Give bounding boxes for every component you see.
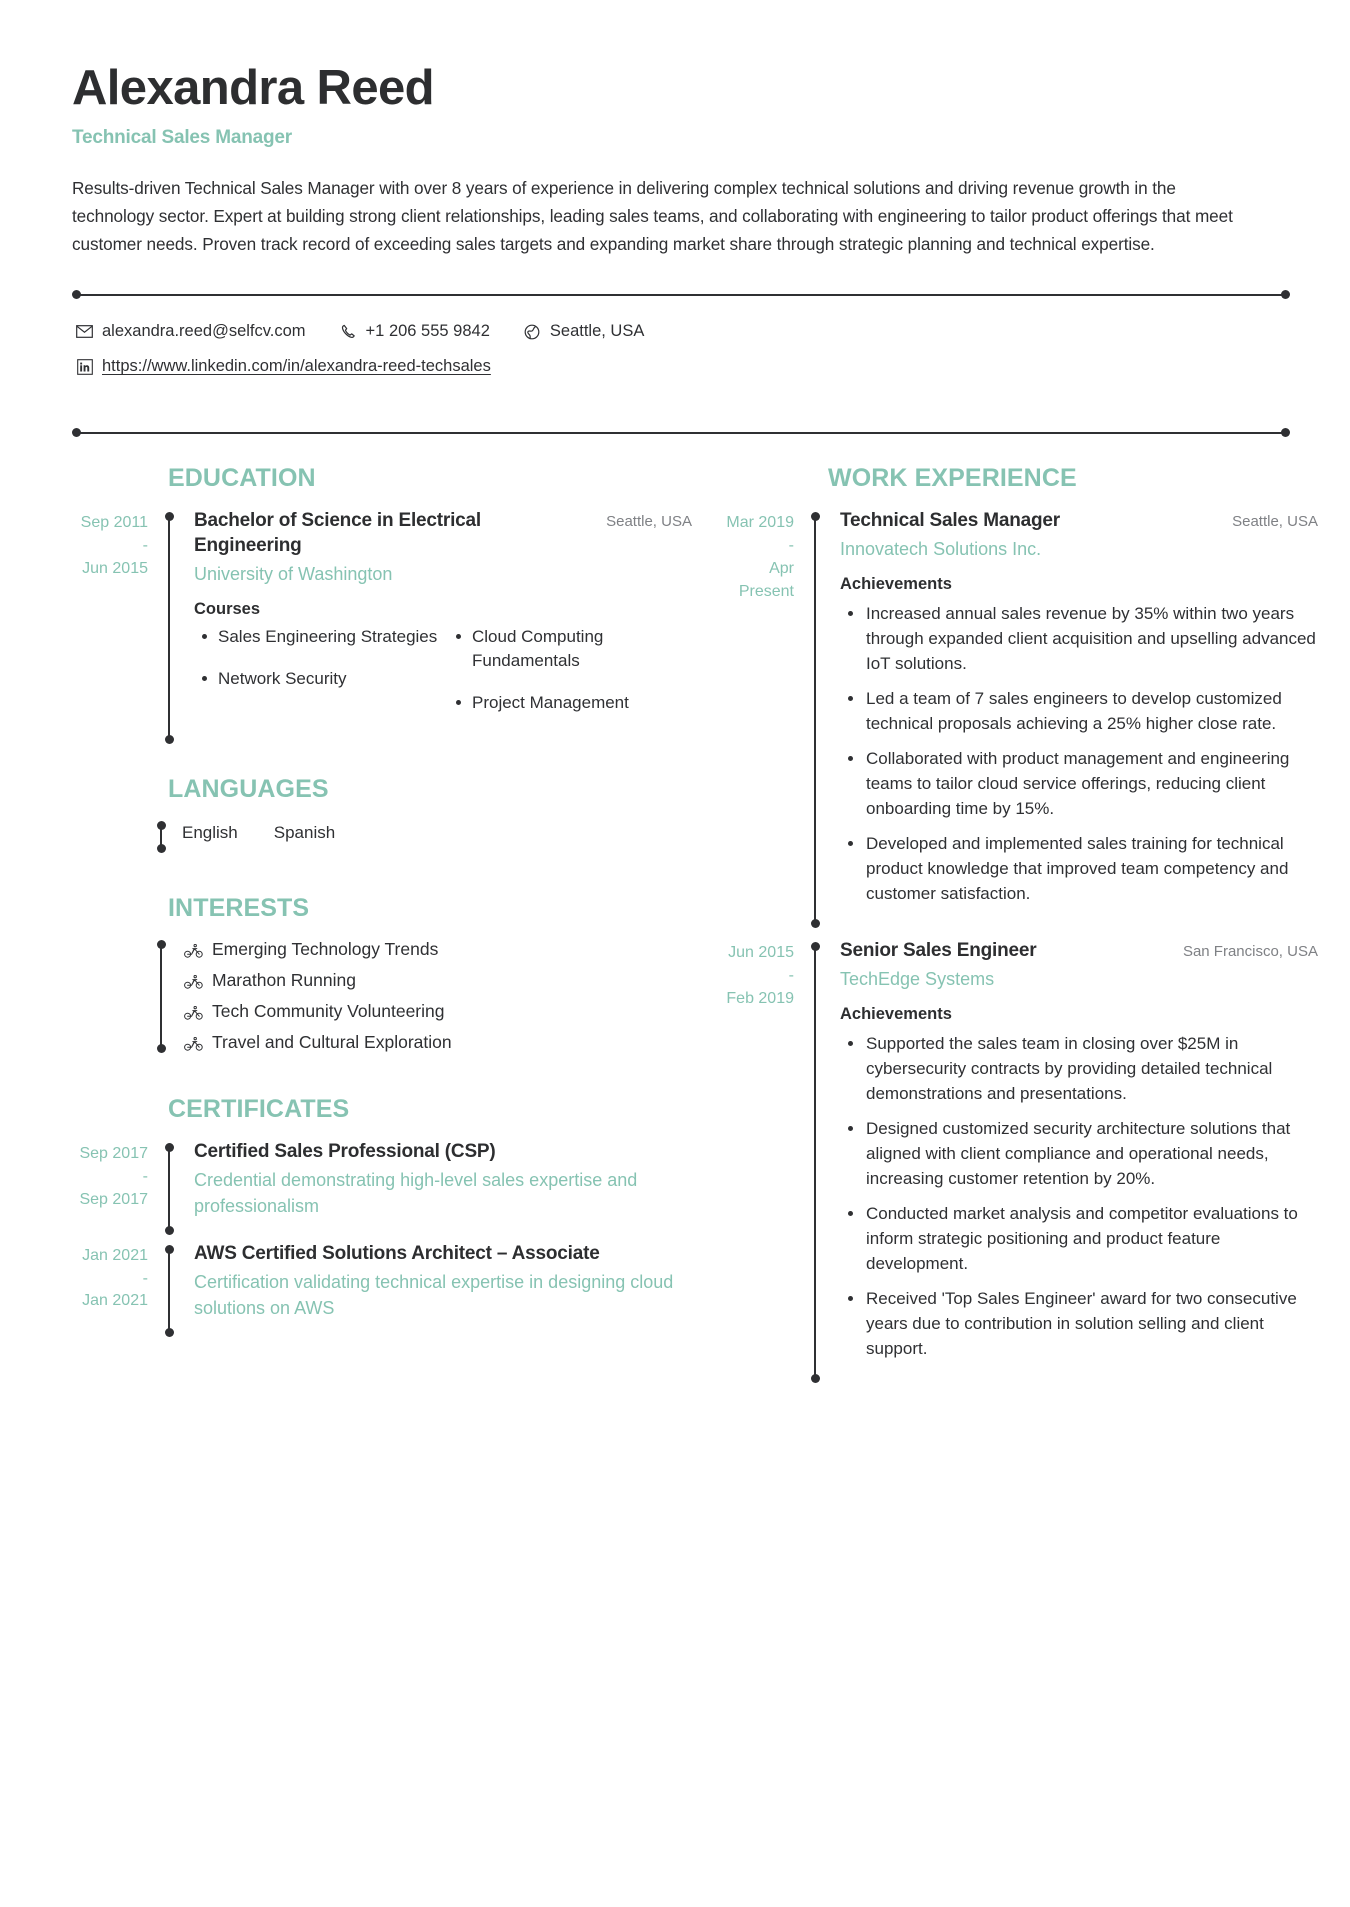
interest-item	[184, 939, 452, 960]
section-interests	[72, 894, 692, 1053]
education-school: University of Washington	[194, 563, 393, 584]
envelope-icon	[76, 323, 93, 340]
timeline-marker	[162, 509, 176, 741]
linkedin-icon	[76, 358, 93, 375]
bicycle-icon	[184, 1035, 203, 1050]
contact-location-text: Seattle, USA	[549, 322, 645, 341]
interest-item	[184, 970, 452, 991]
bicycle-icon	[184, 973, 203, 988]
timeline-marker	[154, 820, 168, 854]
course-item: Network Security	[194, 667, 438, 691]
achievement-item: Conducted market analysis and competitor evaluations to inform strategic positioning and product feature development.	[840, 1202, 1318, 1277]
course-item: Project Management	[448, 691, 692, 715]
education-entry	[72, 509, 692, 741]
achievements-list	[840, 602, 1318, 907]
certificate-entry	[72, 1140, 692, 1232]
section-title-education: EDUCATION	[168, 464, 316, 493]
contact-linkedin-text: https://www.linkedin.com/in/alexandra-reed-techsales	[102, 357, 491, 376]
education-location: Seattle, USA	[606, 513, 692, 531]
section-work-experience	[718, 464, 1318, 1379]
timeline-marker	[162, 1242, 176, 1334]
courses-label: Courses	[194, 599, 261, 618]
certificate-description: Credential demonstrating high-level sales expertise and professionalism	[194, 1170, 638, 1217]
language-item: Spanish	[273, 823, 336, 843]
timeline-marker	[808, 939, 822, 1380]
certificate-date-start: Jan 2021	[82, 1246, 148, 1264]
work-date-range	[718, 939, 808, 1380]
contact-phone[interactable]	[340, 322, 490, 341]
bicycle-icon	[184, 1004, 203, 1019]
work-date-end: Feb 2019	[726, 989, 794, 1007]
achievement-item: Supported the sales team in closing over $25M in cybersecurity contracts by providing detailed technical demonstrations and presentations.	[840, 1032, 1318, 1107]
right-column	[718, 464, 1318, 1413]
work-company: TechEdge Systems	[840, 968, 995, 989]
divider-dot-right-2	[1281, 428, 1290, 437]
interests-row	[72, 939, 692, 1053]
contact-location	[524, 322, 644, 341]
interest-label: Emerging Technology Trends	[212, 939, 439, 960]
timeline-marker	[808, 509, 822, 925]
achievement-item: Developed and implemented sales training for technical product knowledge that improved team competency and customer satisfaction.	[840, 832, 1318, 907]
contact-phone-text: +1 206 555 9842	[365, 322, 490, 341]
contact-info	[72, 300, 1290, 396]
work-date-dash: -	[788, 537, 794, 555]
work-job-title: Senior Sales Engineer	[840, 940, 1037, 962]
work-location: San Francisco, USA	[1182, 943, 1318, 961]
education-degree: Bachelor of Science in Electrical Engineering	[194, 510, 481, 557]
certificate-description: Certification validating technical expertise in designing cloud solutions on AWS	[194, 1271, 674, 1319]
certificate-title: Certified Sales Professional (CSP)	[194, 1141, 496, 1163]
certificate-entry	[72, 1242, 692, 1334]
work-job-title: Technical Sales Manager	[840, 510, 1060, 532]
certificate-date-end: Jan 2021	[82, 1292, 148, 1310]
timeline-marker	[162, 1140, 176, 1232]
language-item: English	[182, 823, 238, 843]
interest-label: Travel and Cultural Exploration	[212, 1032, 452, 1053]
work-company: Innovatech Solutions Inc.	[840, 539, 1042, 560]
work-date-dash: -	[788, 966, 794, 984]
interest-label: Tech Community Volunteering	[212, 1001, 445, 1022]
work-date-start: Mar 2019	[726, 514, 794, 532]
work-date-mid: Apr	[769, 559, 794, 577]
section-title-work-experience: WORK EXPERIENCE	[828, 464, 1077, 493]
section-languages	[72, 775, 692, 854]
globe-pin-icon	[524, 323, 541, 340]
interest-item	[184, 1001, 452, 1022]
contact-email-text: alexandra.reed@selfcv.com	[102, 322, 306, 341]
education-date-end: Jun 2015	[82, 559, 148, 577]
achievement-item: Led a team of 7 sales engineers to develop customized technical proposals achieving a 25% higher close rate.	[840, 687, 1318, 737]
work-date-range	[718, 509, 808, 925]
section-education	[72, 464, 692, 741]
section-title-certificates: CERTIFICATES	[168, 1095, 350, 1124]
achievement-item: Collaborated with product management and engineering teams to tailor cloud service offerings, reducing client onboarding time by 15%.	[840, 747, 1318, 822]
work-date-start: Jun 2015	[728, 944, 794, 962]
job-role-subtitle: Technical Sales Manager	[72, 126, 292, 148]
certificate-date-dash: -	[142, 1269, 148, 1287]
achievements-label: Achievements	[840, 575, 952, 594]
header	[72, 62, 1290, 258]
courses-list	[194, 625, 692, 733]
work-entry	[718, 509, 1318, 925]
phone-icon	[340, 323, 357, 340]
certificate-date-start: Sep 2017	[79, 1145, 148, 1163]
section-certificates	[72, 1095, 692, 1333]
work-location: Seattle, USA	[1232, 513, 1318, 531]
education-date-range	[72, 509, 162, 741]
section-title-interests: INTERESTS	[168, 894, 310, 923]
main-columns	[72, 438, 1318, 1413]
professional-summary: Results-driven Technical Sales Manager with over 8 years of experience in delivering complex technical solutions and driving revenue growth in the technology sector. Expert at building strong client relationships, leading sales teams, and collaborating with engineering to tailor product offerings that meet customer needs. Proven track record of exceeding sales targets and expanding market share through strategic planning and technical expertise.	[72, 177, 1233, 254]
work-date-end: Present	[738, 582, 794, 600]
divider-bottom	[72, 428, 1290, 438]
work-entry	[718, 939, 1318, 1380]
certificate-title: AWS Certified Solutions Architect – Associate	[194, 1242, 600, 1264]
bicycle-icon	[184, 942, 203, 957]
certificate-date-range	[72, 1140, 162, 1232]
divider-dot-right	[1281, 290, 1290, 299]
contact-linkedin[interactable]	[76, 357, 491, 376]
certificate-date-range	[72, 1242, 162, 1334]
left-column	[72, 464, 692, 1413]
education-date-dash: -	[142, 537, 148, 555]
timeline-marker	[154, 939, 168, 1053]
section-title-languages: LANGUAGES	[168, 775, 329, 804]
interest-item	[184, 1032, 452, 1053]
page-title: Alexandra Reed	[72, 61, 434, 115]
contact-email[interactable]	[76, 322, 306, 341]
achievement-item: Designed customized security architecture solutions that aligned with client compliance and operational needs, increasing customer retention by 20%.	[840, 1117, 1318, 1192]
course-item: Sales Engineering Strategies	[194, 625, 438, 649]
education-date-start: Sep 2011	[80, 514, 148, 532]
certificate-date-dash: -	[142, 1168, 148, 1186]
achievement-item: Increased annual sales revenue by 35% within two years through expanded client acquisition and upselling advanced IoT solutions.	[840, 602, 1318, 677]
divider-top	[72, 290, 1290, 300]
achievements-label: Achievements	[840, 1004, 952, 1023]
languages-row	[72, 820, 692, 854]
interest-label: Marathon Running	[212, 970, 356, 991]
certificate-date-end: Sep 2017	[79, 1190, 148, 1208]
achievement-item: Received 'Top Sales Engineer' award for two consecutive years due to contribution in solution selling and client support.	[840, 1287, 1318, 1362]
achievements-list	[840, 1032, 1318, 1362]
course-item: Cloud Computing Fundamentals	[448, 625, 692, 673]
